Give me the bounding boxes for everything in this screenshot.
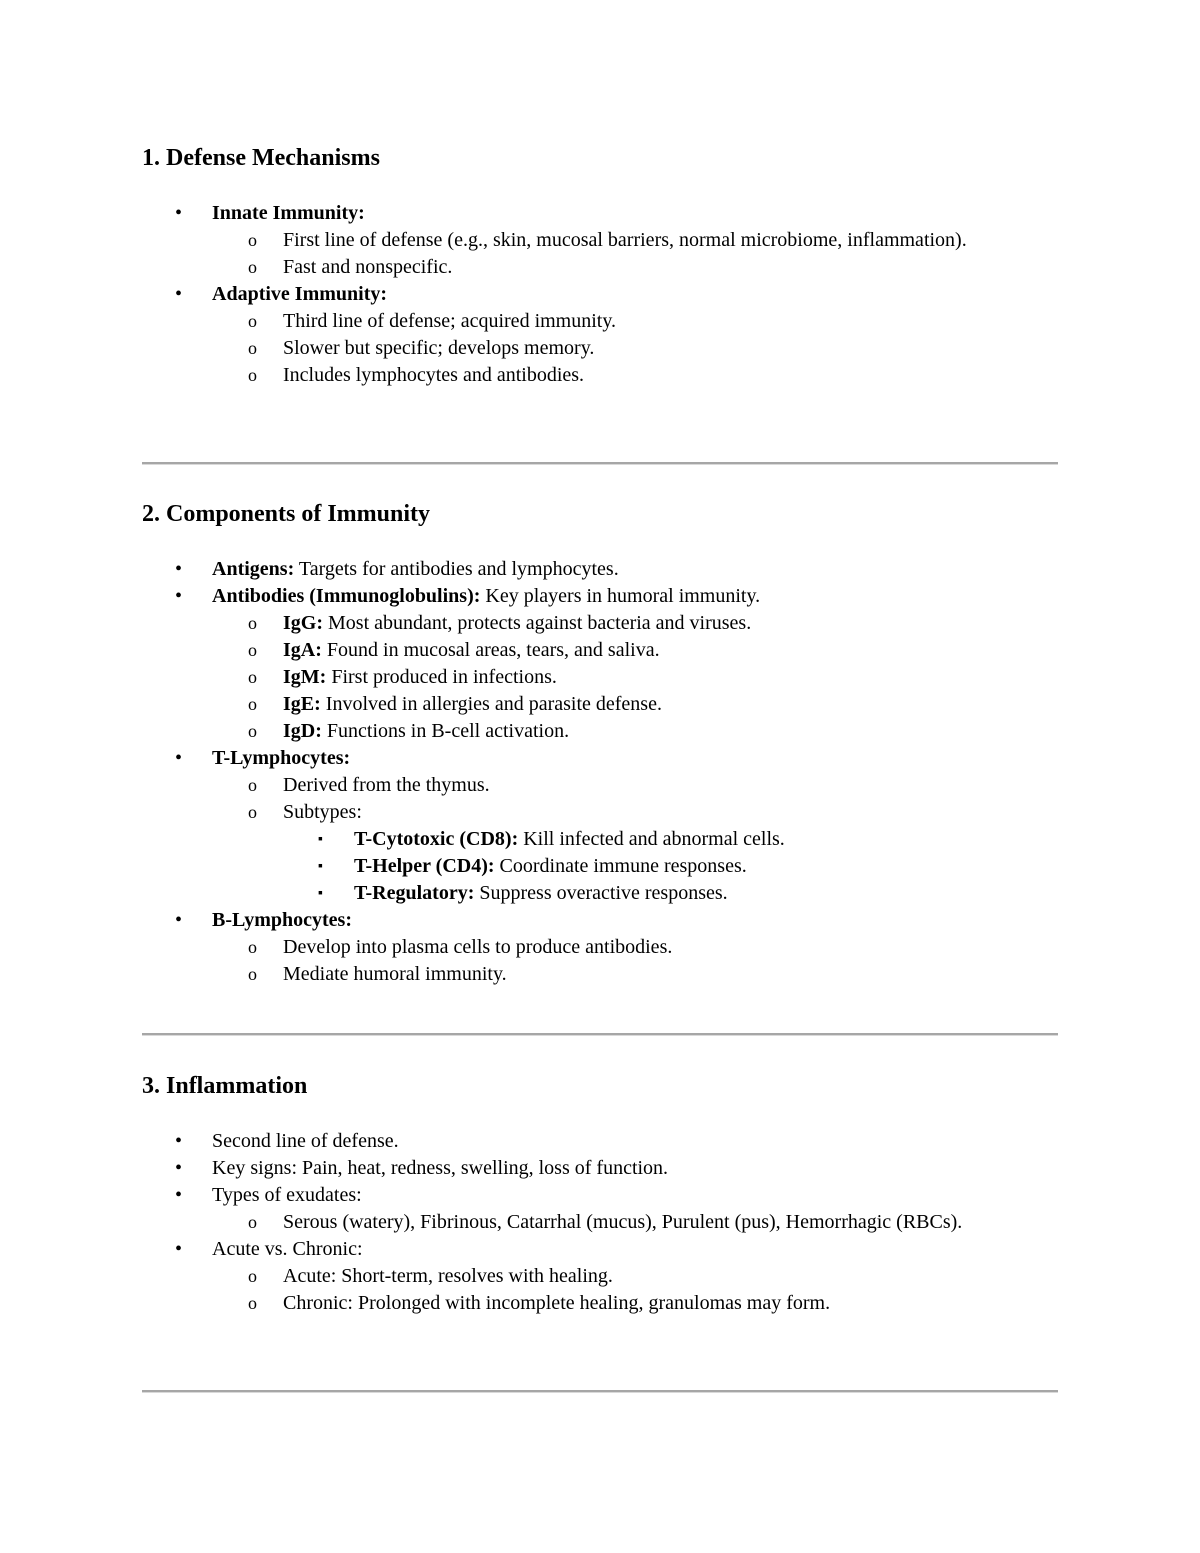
bullet-circle-icon: o [248, 338, 257, 358]
list-item: o IgD: Functions in B-cell activation. [142, 718, 1058, 745]
bullet-circle-icon: o [248, 694, 257, 714]
sub-list [212, 1263, 1058, 1317]
bullet-circle-icon: o [248, 230, 257, 250]
list-item: ▪ T-Regulatory: Suppress overactive responses. [142, 880, 1058, 907]
sub-list [212, 1209, 1058, 1236]
bullet-circle-icon: o [248, 1212, 257, 1232]
list-item: • Adaptive Immunity: o Third line of defense; acquired immunity. o Slower but specific; develops memory. o Includes lymphocytes and antibodies. [142, 281, 1058, 389]
list-item: o Subtypes: ▪ T-Cytotoxic (CD8): Kill infected and abnormal cells. ▪ T-Helper (CD4): Coordinate immune responses. ▪ T-Regulatory: Suppress overactive responses. [142, 799, 1058, 907]
bullet-circle-icon: o [248, 721, 257, 741]
bullet-circle-icon: o [248, 613, 257, 633]
bullet-circle-icon: o [248, 1293, 257, 1313]
bullet-list [142, 1128, 1058, 1317]
list-item: • Second line of defense. [142, 1128, 1058, 1155]
bullet-disc-icon: • [175, 747, 183, 769]
sub-list [212, 934, 1058, 988]
list-item: • Innate Immunity: o First line of defense (e.g., skin, mucosal barriers, normal microbiome, inflammation). o Fast and nonspecific. [142, 200, 1058, 281]
list-item: ▪ T-Cytotoxic (CD8): Kill infected and abnormal cells. [142, 826, 1058, 853]
section-heading: 3. Inflammation [142, 1073, 308, 1099]
bullet-disc-icon: • [175, 1130, 183, 1152]
list-item: o First line of defense (e.g., skin, mucosal barriers, normal microbiome, inflammation). [142, 227, 1058, 254]
bullet-square-icon: ▪ [318, 886, 323, 901]
list-item: o Mediate humoral immunity. [142, 961, 1058, 988]
section-components-of-immunity [142, 499, 1058, 988]
bullet-disc-icon: • [175, 1157, 183, 1179]
list-item: • B-Lymphocytes: o Develop into plasma cells to produce antibodies. o Mediate humoral immunity. [142, 907, 1058, 988]
list-item: • Antibodies (Immunoglobulins): Key players in humoral immunity. o IgG: Most abundant, protects against bacteria and viruses. o IgA: Found in mucosal areas, tears, and saliva. o IgM: First produced in infections. o IgE: Involved in allergies and parasite defense. o IgD: Functions in B-cell activation. [142, 583, 1058, 745]
sub-list [212, 772, 1058, 907]
list-item: o IgA: Found in mucosal areas, tears, and saliva. [142, 637, 1058, 664]
section-heading: 2. Components of Immunity [142, 501, 431, 527]
horizontal-rule [142, 1033, 1058, 1036]
list-item: • T-Lymphocytes: o Derived from the thymus. o Subtypes: ▪ T-Cytotoxic (CD8): Kill infected and abnormal cells. ▪ T-Helper (CD4): Coordinate immune responses. ▪ T-Regulatory: Suppress overactive responses. [142, 745, 1058, 907]
list-item: o Develop into plasma cells to produce antibodies. [142, 934, 1058, 961]
section-inflammation [142, 1071, 1058, 1317]
section-heading: 1. Defense Mechanisms [142, 145, 380, 171]
list-item: o Serous (watery), Fibrinous, Catarrhal (mucus), Purulent (pus), Hemorrhagic (RBCs). [142, 1209, 1058, 1236]
list-item: • Acute vs. Chronic: o Acute: Short-term, resolves with healing. o Chronic: Prolonged with incomplete healing, granulomas may form. [142, 1236, 1058, 1317]
list-item: • Types of exudates: o Serous (watery), Fibrinous, Catarrhal (mucus), Purulent (pus), Hemorrhagic (RBCs). [142, 1182, 1058, 1236]
bullet-disc-icon: • [175, 558, 183, 580]
horizontal-rule [142, 1390, 1058, 1393]
bullet-disc-icon: • [175, 1184, 183, 1206]
bullet-disc-icon: • [175, 202, 183, 224]
list-item: o Third line of defense; acquired immunity. [142, 308, 1058, 335]
bullet-circle-icon: o [248, 964, 257, 984]
list-item: o Acute: Short-term, resolves with healing. [142, 1263, 1058, 1290]
list-item: • Antigens: Targets for antibodies and lymphocytes. [142, 556, 1058, 583]
bullet-disc-icon: • [175, 585, 183, 607]
bullet-circle-icon: o [248, 802, 257, 822]
bullet-circle-icon: o [248, 775, 257, 795]
list-item: o Derived from the thymus. [142, 772, 1058, 799]
bullet-circle-icon: o [248, 1266, 257, 1286]
list-item: o Fast and nonspecific. [142, 254, 1058, 281]
list-item: o Includes lymphocytes and antibodies. [142, 362, 1058, 389]
bullet-disc-icon: • [175, 283, 183, 305]
bullet-disc-icon: • [175, 1238, 183, 1260]
bullet-square-icon: ▪ [318, 859, 323, 874]
horizontal-rule [142, 462, 1058, 465]
section-defense-mechanisms [142, 143, 1058, 389]
list-item: ▪ T-Helper (CD4): Coordinate immune responses. [142, 853, 1058, 880]
bullet-circle-icon: o [248, 640, 257, 660]
bullet-square-icon: ▪ [318, 832, 323, 847]
bullet-circle-icon: o [248, 311, 257, 331]
bullet-list [142, 200, 1058, 389]
list-item: o Chronic: Prolonged with incomplete healing, granulomas may form. [142, 1290, 1058, 1317]
list-item: o Slower but specific; develops memory. [142, 335, 1058, 362]
bullet-circle-icon: o [248, 667, 257, 687]
list-item: • Key signs: Pain, heat, redness, swelling, loss of function. [142, 1155, 1058, 1182]
list-item: o IgE: Involved in allergies and parasite defense. [142, 691, 1058, 718]
sub-list [212, 610, 1058, 745]
list-item: o IgM: First produced in infections. [142, 664, 1058, 691]
sub-list [212, 227, 1058, 281]
sub-list [212, 308, 1058, 389]
bullet-circle-icon: o [248, 257, 257, 277]
bullet-circle-icon: o [248, 365, 257, 385]
list-item: o IgG: Most abundant, protects against bacteria and viruses. [142, 610, 1058, 637]
bullet-disc-icon: • [175, 909, 183, 931]
sub-sub-list [283, 826, 1058, 907]
bullet-list [142, 556, 1058, 988]
bullet-circle-icon: o [248, 937, 257, 957]
